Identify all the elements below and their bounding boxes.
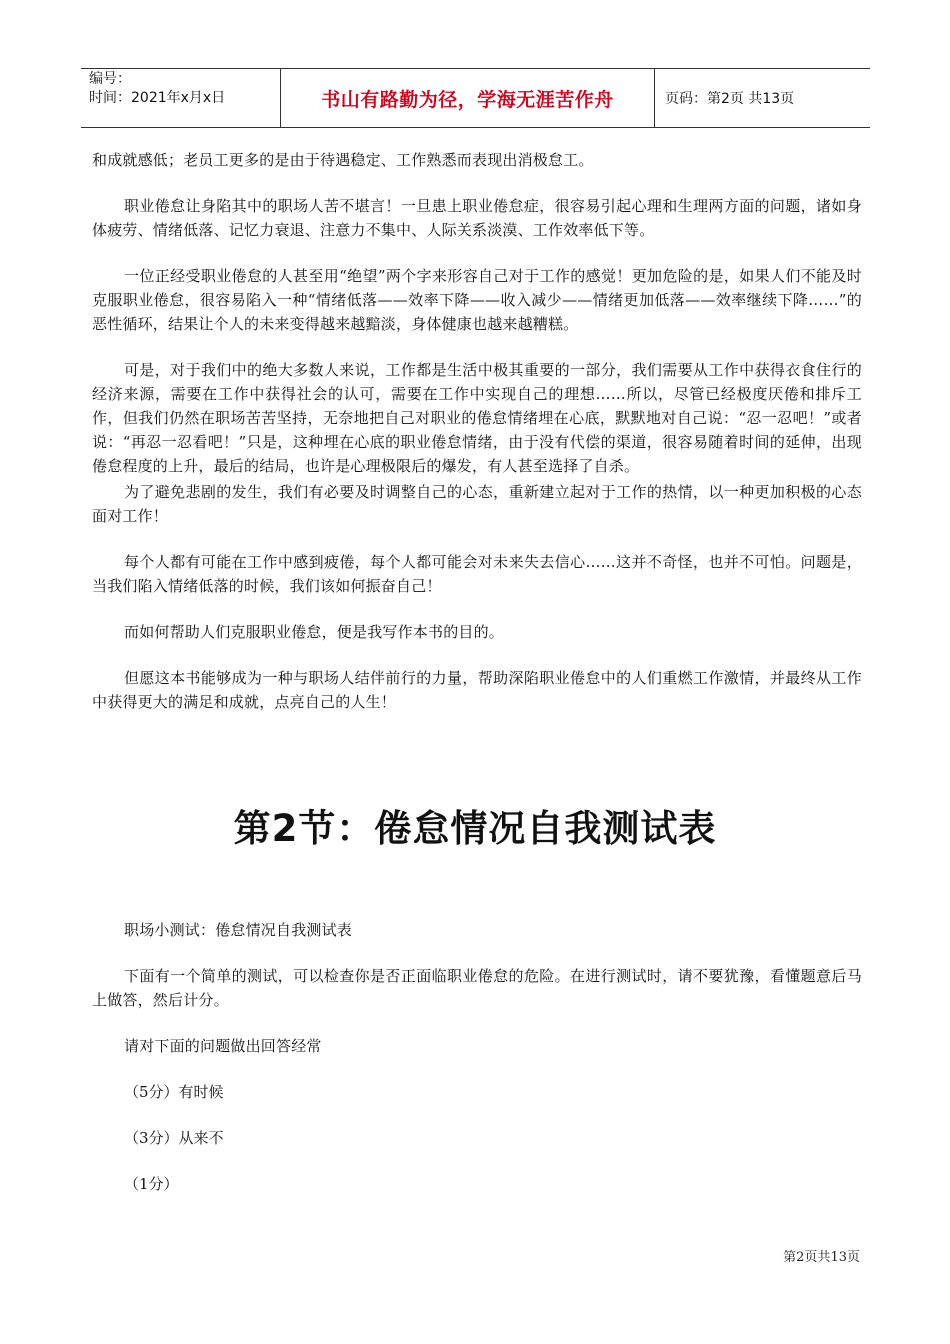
motto: 书山有路勤为径，学海无涯苦作舟	[321, 88, 614, 111]
quiz-option: （5分）有时候	[124, 1083, 224, 1101]
section-title: 第2节：倦怠情况自我测试表	[233, 807, 717, 850]
paragraph: 可是，对于我们中的绝大多数人来说，工作都是生活中极其重要的一部分，我们需要从工作中获得衣食住行的经济来源，需要在工作中获得社会的认可，需要在工作中实现自己的理想……所以，尽管已经极度厌倦和排斥工作，但我们仍然在职场苦苦坚持，无奈地把自己对职业的倦怠情绪埋在心底，默默地对自己说：“忍一忍吧！”或者说：“再忍一忍看吧！”只是，这种埋在心底的职业倦怠情绪，由于没有代偿的渠道，很容易随着时间的延伸，出现倦怠程度的上升，最后的结局，也许是心理极限后的爆发，有人甚至选择了自杀。	[92, 361, 862, 475]
page-header	[81, 68, 870, 128]
page-footer: 第2页共13页	[783, 1250, 860, 1265]
quiz-option: （1分）	[124, 1175, 179, 1193]
header-motto-cell	[281, 69, 655, 127]
body-text	[92, 148, 862, 714]
paragraph: 一位正经受职业倦怠的人甚至用“绝望”两个字来形容自己对于工作的感觉！更加危险的是，如果人们不能及时克服职业倦怠，很容易陷入一种“情绪低落——效率下降——收入减少——情绪更加低落——效率继续下降……”的恶性循环，结果让个人的未来变得越来越黯淡，身体健康也越来越糟糕。	[92, 267, 862, 333]
header-page-label: 页码：第2页 共13页	[665, 91, 795, 107]
serial-label: 编号：	[89, 71, 131, 87]
quiz-instruction: 请对下面的问题做出回答经常	[124, 1037, 322, 1055]
paragraph: 为了避免悲剧的发生，我们有必要及时调整自己的心态，重新建立起对于工作的热情，以一种更加积极的心态面对工作！	[92, 483, 862, 525]
quiz-intro: 下面有一个简单的测试，可以检查你是否正面临职业倦怠的危险。在进行测试时，请不要犹豫，看懂题意后马上做答，然后计分。	[92, 967, 862, 1009]
quiz-option: （3分）从来不	[124, 1129, 224, 1147]
quiz-subtitle: 职场小测试：倦怠情况自我测试表	[124, 921, 353, 939]
header-meta	[81, 69, 281, 127]
paragraph: 职业倦怠让身陷其中的职场人苦不堪言！一旦患上职业倦怠症，很容易引起心理和生理两方面的问题，诸如身体疲劳、情绪低落、记忆力衰退、注意力不集中、人际关系淡漠、工作效率低下等。	[92, 197, 862, 239]
paragraph: 而如何帮助人们克服职业倦怠，便是我写作本书的目的。	[124, 623, 505, 641]
header-page-cell	[655, 69, 870, 127]
date-label: 时间：2021年x月x日	[89, 90, 226, 106]
paragraph: 和成就感低；老员工更多的是由于待遇稳定、工作熟悉而表现出消极怠工。	[92, 151, 594, 169]
paragraph: 每个人都有可能在工作中感到疲倦，每个人都可能会对未来失去信心……这并不奇怪，也并不可怕。问题是，当我们陷入情绪低落的时候，我们该如何振奋自己！	[92, 553, 862, 595]
quiz-section	[92, 918, 862, 1196]
paragraph: 但愿这本书能够成为一种与职场人结伴前行的力量，帮助深陷职业倦怠中的人们重燃工作激情，并最终从工作中获得更大的满足和成就，点亮自己的人生！	[92, 669, 862, 711]
